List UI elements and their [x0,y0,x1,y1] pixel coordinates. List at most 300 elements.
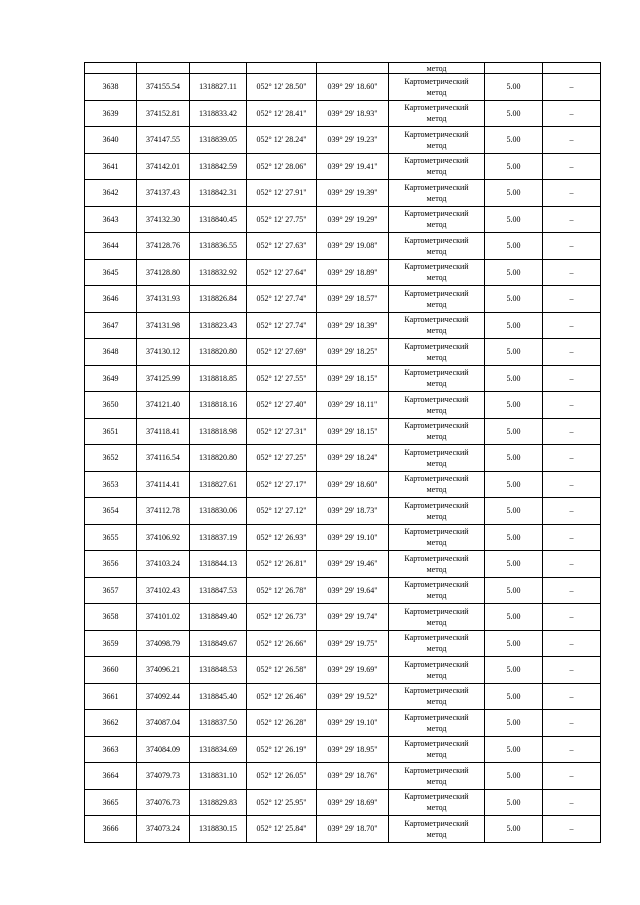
cell-num: 3643 [85,206,137,233]
cell-note: – [543,789,601,816]
method-line1: Картометрический [404,686,469,696]
cell-lon: 039° 29' 18.89" [317,259,389,286]
cell-x: 374128.76 [137,233,190,260]
method-line1: Картометрический [404,235,469,245]
cell-y: 1318839.05 [190,127,247,154]
cell-method [389,233,485,260]
cell-y: 1318829.83 [190,789,247,816]
cell-lat: 052° 12' 26.66" [247,630,317,657]
cell-x: 374152.81 [137,100,190,127]
cell-note [543,63,601,74]
cell-note: – [543,551,601,578]
table-row [85,312,601,339]
cell-accuracy: 5.00 [485,471,543,498]
cell-x: 374098.79 [137,630,190,657]
cell-method [389,418,485,445]
cell-x [137,63,190,74]
cell-note: – [543,233,601,260]
method-line1: Картометрический [404,288,469,298]
table-row [85,498,601,525]
cell-lat: 052° 12' 27.55" [247,365,317,392]
method-line1: Картометрический [404,739,469,749]
cell-lon: 039° 29' 18.57" [317,286,389,313]
method-line2: метод [426,352,447,362]
cell-num: 3653 [85,471,137,498]
cell-method [389,789,485,816]
cell-accuracy: 5.00 [485,524,543,551]
method-line2: метод [426,273,447,283]
table-row [85,710,601,737]
cell-num: 3647 [85,312,137,339]
method-line1: Картометрический [404,818,469,828]
cell-method [389,339,485,366]
table-row [85,153,601,180]
method-line2: метод [426,750,447,760]
table-row [85,127,601,154]
cell-lat: 052° 12' 27.74" [247,286,317,313]
cell-y: 1318833.42 [190,100,247,127]
cell-y: 1318818.16 [190,392,247,419]
cell-y: 1318840.45 [190,206,247,233]
cell-lat: 052° 12' 27.25" [247,445,317,472]
cell-lon: 039° 29' 19.08" [317,233,389,260]
cell-method [389,445,485,472]
cell-method [389,577,485,604]
method-line1: Картометрический [404,182,469,192]
method-line2: метод [426,193,447,203]
table-row [85,657,601,684]
method-line1: Картометрический [404,580,469,590]
cell-x: 374118.41 [137,418,190,445]
cell-num: 3649 [85,365,137,392]
cell-x: 374131.98 [137,312,190,339]
cell-method [389,471,485,498]
cell-lat: 052° 12' 27.17" [247,471,317,498]
method-line1: Картометрический [404,421,469,431]
cell-x: 374142.01 [137,153,190,180]
table-row [85,418,601,445]
table-row [85,392,601,419]
method-line2: метод [426,723,447,733]
method-line1: Картометрический [404,500,469,510]
cell-x: 374155.54 [137,74,190,101]
cell-accuracy: 5.00 [485,312,543,339]
method-line2: метод [426,405,447,415]
cell-y: 1318842.31 [190,180,247,207]
cell-accuracy: 5.00 [485,683,543,710]
cell-accuracy: 5.00 [485,604,543,631]
cell-accuracy: 5.00 [485,577,543,604]
cell-y: 1318826.84 [190,286,247,313]
method-line1: Картометрический [404,447,469,457]
method-line2: метод [426,167,447,177]
cell-x: 374096.21 [137,657,190,684]
cell-num: 3646 [85,286,137,313]
cell-note: – [543,630,601,657]
cell-x: 374103.24 [137,551,190,578]
method-line2: метод [426,776,447,786]
cell-y: 1318842.59 [190,153,247,180]
cell-y: 1318830.06 [190,498,247,525]
cell-x: 374079.73 [137,763,190,790]
cell-note: – [543,127,601,154]
cell-accuracy: 5.00 [485,418,543,445]
method-line1: Картометрический [404,712,469,722]
cell-lat: 052° 12' 26.78" [247,577,317,604]
cell-num: 3642 [85,180,137,207]
table-row [85,577,601,604]
cell-method [389,657,485,684]
cell-num: 3639 [85,100,137,127]
cell-y: 1318849.40 [190,604,247,631]
cell-y: 1318820.80 [190,339,247,366]
cell-note: – [543,259,601,286]
cell-lat: 052° 12' 26.73" [247,604,317,631]
cell-x: 374101.02 [137,604,190,631]
method-line2: метод [426,432,447,442]
cell-x: 374130.12 [137,339,190,366]
cell-lat: 052° 12' 26.58" [247,657,317,684]
cell-num: 3661 [85,683,137,710]
cell-accuracy: 5.00 [485,153,543,180]
cell-note: – [543,710,601,737]
method-line2: метод [426,458,447,468]
cell-accuracy: 5.00 [485,180,543,207]
cell-lon: 039° 29' 18.73" [317,498,389,525]
table-row [85,736,601,763]
cell-accuracy: 5.00 [485,339,543,366]
cell-method [389,153,485,180]
method-line2: метод [426,697,447,707]
cell-note: – [543,524,601,551]
cell-lat: 052° 12' 27.12" [247,498,317,525]
cell-accuracy: 5.00 [485,657,543,684]
cell-num: 3648 [85,339,137,366]
cell-x: 374084.09 [137,736,190,763]
cell-accuracy: 5.00 [485,127,543,154]
cell-method [389,736,485,763]
cell-note: – [543,153,601,180]
cell-y: 1318847.53 [190,577,247,604]
cell-lon: 039° 29' 18.60" [317,471,389,498]
cell-x: 374076.73 [137,789,190,816]
cell-note: – [543,286,601,313]
cell-num: 3656 [85,551,137,578]
cell-lon: 039° 29' 19.39" [317,180,389,207]
cell-accuracy: 5.00 [485,736,543,763]
cell-y: 1318831.10 [190,763,247,790]
cell-accuracy: 5.00 [485,789,543,816]
cell-method [389,100,485,127]
cell-num: 3645 [85,259,137,286]
cell-lon: 039° 29' 19.46" [317,551,389,578]
cell-method [389,392,485,419]
cell-x: 374114.41 [137,471,190,498]
cell-lon: 039° 29' 18.93" [317,100,389,127]
cell-lat: 052° 12' 26.46" [247,683,317,710]
cell-method [389,710,485,737]
cell-method [389,206,485,233]
cell-method [389,127,485,154]
cell-lon: 039° 29' 19.52" [317,683,389,710]
cell-y: 1318845.40 [190,683,247,710]
table-row [85,286,601,313]
method-line2: метод [426,379,447,389]
cell-method [389,683,485,710]
method-line1: Картометрический [404,76,469,86]
cell-accuracy: 5.00 [485,445,543,472]
cell-note: – [543,657,601,684]
method-line2: метод [426,538,447,548]
cell-accuracy: 5.00 [485,763,543,790]
cell-note: – [543,604,601,631]
cell-accuracy: 5.00 [485,100,543,127]
method-line1: Картометрический [404,792,469,802]
cell-num: 3663 [85,736,137,763]
table-row [85,816,601,843]
cell-y: 1318832.92 [190,259,247,286]
table-row [85,789,601,816]
cell-method [389,763,485,790]
cell-lon: 039° 29' 18.60" [317,74,389,101]
method-line1: Картометрический [404,156,469,166]
cell-y: 1318837.50 [190,710,247,737]
cell-num: 3654 [85,498,137,525]
table-row [85,100,601,127]
method-line2: метод [426,564,447,574]
cell-accuracy: 5.00 [485,365,543,392]
cell-note: – [543,206,601,233]
cell-lon: 039° 29' 18.76" [317,763,389,790]
cell-x: 374137.43 [137,180,190,207]
cell-lon: 039° 29' 19.75" [317,630,389,657]
cell-x: 374116.54 [137,445,190,472]
coordinates-table [84,62,601,843]
cell-method [389,630,485,657]
method-line1: Картометрический [404,315,469,325]
cell-accuracy: 5.00 [485,816,543,843]
cell-y: 1318836.55 [190,233,247,260]
cell-y: 1318818.98 [190,418,247,445]
method-line1: Картометрический [404,262,469,272]
cell-accuracy: 5.00 [485,392,543,419]
cell-note: – [543,365,601,392]
method-line2: метод [426,220,447,230]
cell-lon: 039° 29' 19.10" [317,524,389,551]
method-line2: метод [426,485,447,495]
cell-x: 374112.78 [137,498,190,525]
cell-y: 1318837.19 [190,524,247,551]
cell-lat: 052° 12' 27.74" [247,312,317,339]
method-line2: метод [426,87,447,97]
table-row [85,630,601,657]
cell-x: 374121.40 [137,392,190,419]
cell-y: 1318820.80 [190,445,247,472]
method-line1: Картометрический [404,659,469,669]
method-line1: Картометрический [404,527,469,537]
cell-method [389,286,485,313]
table-row [85,233,601,260]
method-line1: Картометрический [404,129,469,139]
cell-lon: 039° 29' 19.74" [317,604,389,631]
cell-y [190,63,247,74]
method-line2: метод [426,511,447,521]
cell-y: 1318834.69 [190,736,247,763]
table-row [85,206,601,233]
cell-method: метод [389,63,485,74]
method-line1: Картометрический [404,606,469,616]
cell-y: 1318849.67 [190,630,247,657]
cell-num: 3660 [85,657,137,684]
cell-lat: 052° 12' 28.50" [247,74,317,101]
method-line2: метод [426,114,447,124]
cell-lon: 039° 29' 19.41" [317,153,389,180]
cell-method [389,180,485,207]
cell-lon: 039° 29' 19.64" [317,577,389,604]
method-line2: метод [426,617,447,627]
cell-num: 3665 [85,789,137,816]
method-line1: Картометрический [404,209,469,219]
method-line1: Картометрический [404,341,469,351]
cell-num: 3657 [85,577,137,604]
cell-lon: 039° 29' 18.24" [317,445,389,472]
cell-y: 1318827.11 [190,74,247,101]
table-row [85,180,601,207]
cell-note: – [543,100,601,127]
table-row [85,551,601,578]
cell-note: – [543,312,601,339]
cell-note: – [543,498,601,525]
method-line2: метод [426,246,447,256]
cell-num: 3644 [85,233,137,260]
cell-accuracy: 5.00 [485,74,543,101]
cell-lat: 052° 12' 28.06" [247,153,317,180]
method-line1: Картометрический [404,633,469,643]
cell-lon: 039° 29' 18.69" [317,789,389,816]
cell-note: – [543,180,601,207]
method-line2: метод [426,299,447,309]
cell-note: – [543,736,601,763]
cell-num: 3655 [85,524,137,551]
cell-lat: 052° 12' 27.64" [247,259,317,286]
cell-accuracy: 5.00 [485,551,543,578]
cell-lat: 052° 12' 25.84" [247,816,317,843]
cell-method [389,524,485,551]
cell-method [389,498,485,525]
cell-lon: 039° 29' 18.11" [317,392,389,419]
table-row [85,339,601,366]
table-row [85,365,601,392]
cell-method [389,365,485,392]
cell-note: – [543,392,601,419]
cell-lat: 052° 12' 27.91" [247,180,317,207]
cell-note: – [543,74,601,101]
cell-x: 374128.80 [137,259,190,286]
table-row [85,524,601,551]
method-line1: Картометрический [404,368,469,378]
cell-note: – [543,418,601,445]
cell-accuracy: 5.00 [485,710,543,737]
cell-num [85,63,137,74]
cell-lon: 039° 29' 19.69" [317,657,389,684]
cell-y: 1318844.13 [190,551,247,578]
cell-lon: 039° 29' 18.15" [317,418,389,445]
cell-lat: 052° 12' 28.24" [247,127,317,154]
method-line1: Картометрический [404,103,469,113]
cell-lon: 039° 29' 18.70" [317,816,389,843]
cell-lat: 052° 12' 26.81" [247,551,317,578]
cell-lat: 052° 12' 26.19" [247,736,317,763]
cell-lat: 052° 12' 27.69" [247,339,317,366]
cell-num: 3664 [85,763,137,790]
table-row [85,763,601,790]
cell-lat: 052° 12' 26.28" [247,710,317,737]
cell-lat: 052° 12' 25.95" [247,789,317,816]
continued-row [85,63,601,74]
table-row [85,604,601,631]
method-line1: Картометрический [404,394,469,404]
cell-x: 374102.43 [137,577,190,604]
cell-method [389,816,485,843]
cell-lat: 052° 12' 26.93" [247,524,317,551]
cell-note: – [543,339,601,366]
cell-method [389,551,485,578]
cell-lat: 052° 12' 27.63" [247,233,317,260]
cell-method [389,74,485,101]
table-row [85,445,601,472]
cell-x: 374125.99 [137,365,190,392]
cell-accuracy: 5.00 [485,498,543,525]
table-row [85,683,601,710]
cell-lat: 052° 12' 27.31" [247,418,317,445]
cell-accuracy: 5.00 [485,286,543,313]
cell-lon [317,63,389,74]
table-row [85,471,601,498]
cell-y: 1318827.61 [190,471,247,498]
cell-accuracy: 5.00 [485,630,543,657]
cell-x: 374106.92 [137,524,190,551]
cell-num: 3638 [85,74,137,101]
cell-num: 3652 [85,445,137,472]
cell-note: – [543,577,601,604]
cell-lat: 052° 12' 28.41" [247,100,317,127]
cell-note: – [543,471,601,498]
cell-lon: 039° 29' 19.23" [317,127,389,154]
cell-note: – [543,763,601,790]
cell-lon: 039° 29' 18.25" [317,339,389,366]
cell-y: 1318848.53 [190,657,247,684]
cell-num: 3641 [85,153,137,180]
cell-num: 3640 [85,127,137,154]
cell-lat: 052° 12' 27.75" [247,206,317,233]
method-line2: метод [426,670,447,680]
cell-lon: 039° 29' 19.29" [317,206,389,233]
cell-lat [247,63,317,74]
cell-num: 3650 [85,392,137,419]
cell-num: 3651 [85,418,137,445]
cell-y: 1318830.15 [190,816,247,843]
cell-x: 374073.24 [137,816,190,843]
cell-x: 374131.93 [137,286,190,313]
cell-lat: 052° 12' 26.05" [247,763,317,790]
cell-num: 3662 [85,710,137,737]
table-row [85,259,601,286]
cell-lon: 039° 29' 18.15" [317,365,389,392]
table-body [85,63,601,843]
cell-lat: 052° 12' 27.40" [247,392,317,419]
cell-num: 3666 [85,816,137,843]
cell-method [389,312,485,339]
